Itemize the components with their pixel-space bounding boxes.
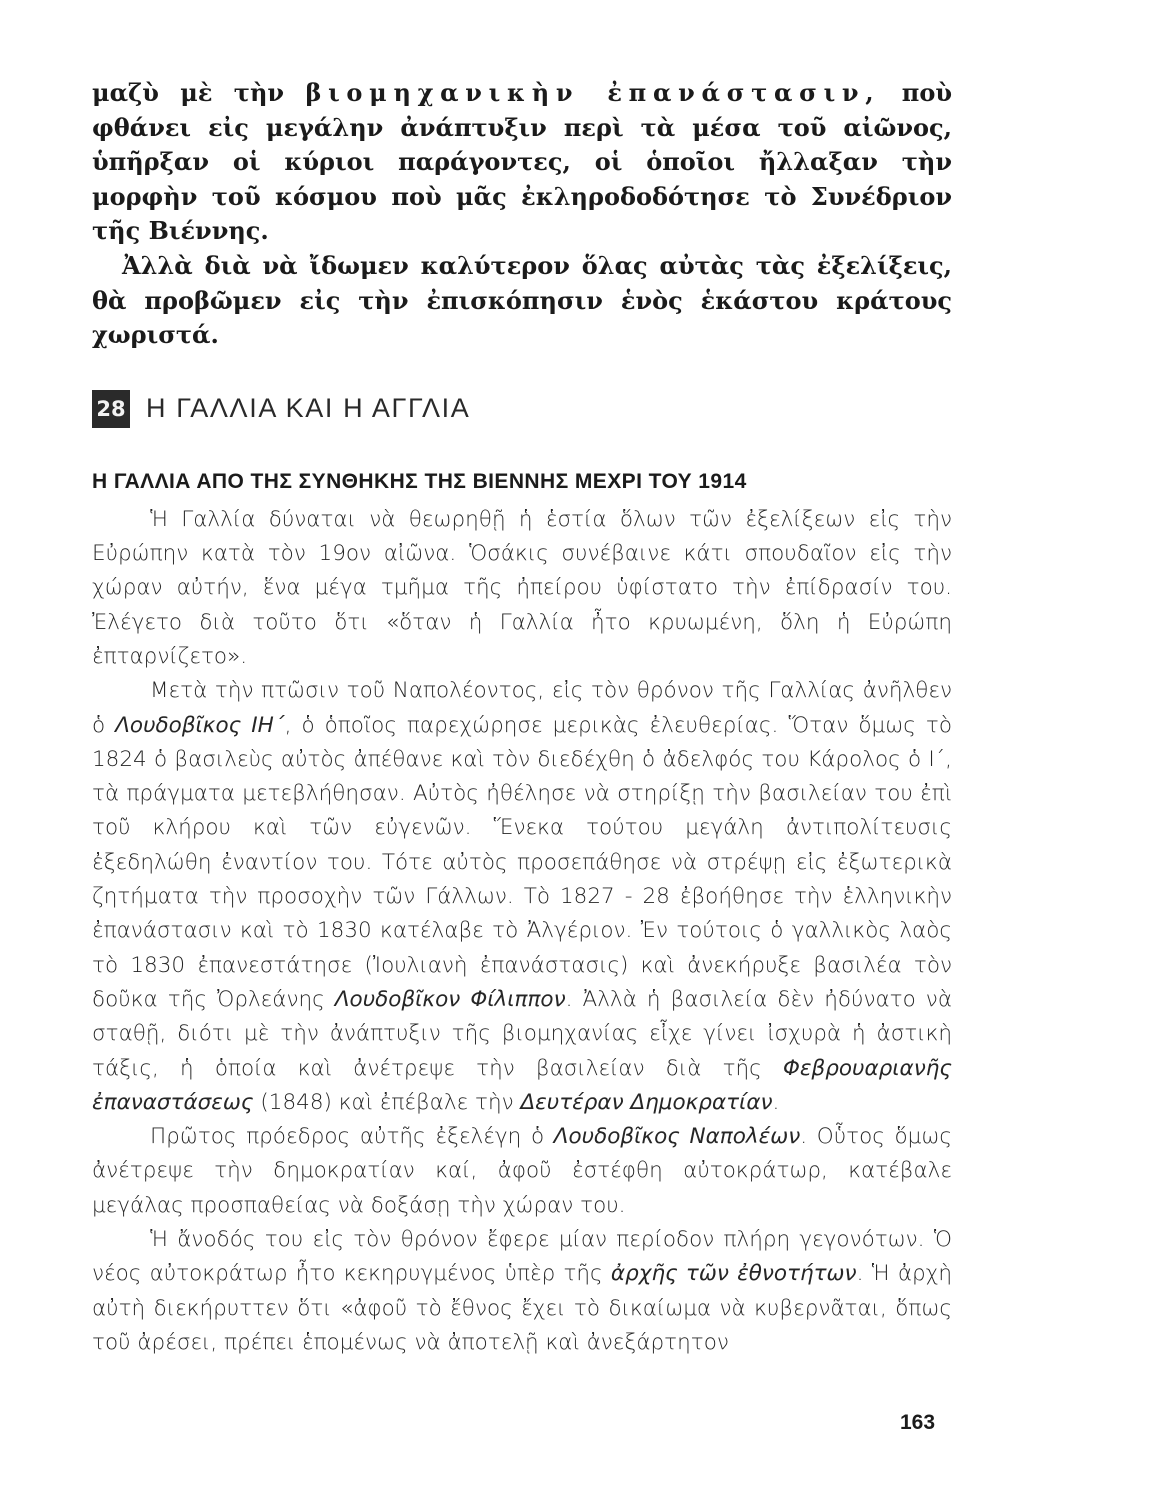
italic-term: Φεβρουαριανῆς ἐπαναστάσεως xyxy=(92,1055,952,1115)
italic-name: Λουδοβῖκον Φίλιππον xyxy=(334,986,566,1012)
page-number: 163 xyxy=(900,1411,936,1434)
body-paragraph-3: Πρῶτος πρόεδρος αὐτῆς ἐξελέγη ὁ Λουδοβῖκος Ναπολέων. Οὗτος ὅμως ἀνέτρεψε τὴν δημοκρατίαν καί, ἀφοῦ ἐστέφθη αὐτοκράτωρ, κατέβαλε μεγάλας προσπαθείας νὰ δοξάσῃ τὴν χώραν του. xyxy=(92,1124,952,1218)
intro-paragraph-1: μαζὺ μὲ τὴν βιομηχανικὴν ἐπανάστασιν, ποὺ φθάνει εἰς μεγάλην ἀνάπτυξιν περὶ τὰ μέσα τοῦ αἰῶνος, ὑπῆρξαν οἱ κύριοι παράγοντες, οἱ ὁποῖοι ἤλλαξαν τὴν μορφὴν τοῦ κόσμου ποὺ μᾶς ἐκληροδοδότησε τὸ Συνέδριον τῆς Βιέννης. xyxy=(92,78,952,246)
italic-term: ἀρχῆς τῶν ἐθνοτήτων xyxy=(610,1261,857,1287)
italic-term: Δευτέραν Δημοκρατίαν xyxy=(520,1089,773,1115)
body-paragraph-4: Ἡ ἄνοδός του εἰς τὸν θρόνον ἔφερε μίαν περίοδον πλήρη γεγονότων. Ὁ νέος αὐτοκράτωρ ἦτο κεκηρυγμένος ὑπὲρ τῆς ἀρχῆς τῶν ἐθνοτήτων. Ἡ ἀρχὴ αὐτὴ διεκήρυττεν ὅτι «ἀφοῦ τὸ ἔθνος ἔχει τὸ δικαίωμα νὰ κυβερνᾶται, ὅπως τοῦ ἀρέσει, πρέπει ἑπομένως νὰ ἀποτελῇ καὶ ἀνεξάρτητον xyxy=(92,1226,952,1355)
intro-text xyxy=(92,76,952,353)
intro-paragraph-2: Ἀλλὰ διὰ νὰ ἴδωμεν καλύτερον ὅλας αὐτὰς τὰς ἐξελίξεις, θὰ προβῶμεν εἰς τὴν ἐπισκόπησιν ἑνὸς ἑκάστου κράτους χωριστά. xyxy=(92,250,952,350)
emphasized-phrase: βιομηχανικὴν ἐπανάστασιν, xyxy=(305,78,881,107)
book-page xyxy=(92,76,952,1360)
italic-name: Λουδοβῖκος ΙΗ΄ xyxy=(115,712,285,738)
chapter-number-badge: 28 xyxy=(92,390,130,428)
section-heading: Η ΓΑΛΛΙΑ ΑΠΟ ΤΗΣ ΣΥΝΘΗΚΗΣ ΤΗΣ ΒΙΕΝΝΗΣ ΜΕΧΡΙ ΤΟΥ 1914 xyxy=(92,469,747,493)
chapter-title: Η ΓΑΛΛΙΑ ΚΑΙ Η ΑΓΓΛΙΑ xyxy=(146,393,471,424)
chapter-heading xyxy=(92,389,952,429)
italic-name: Λουδοβῖκος Ναπολέων xyxy=(553,1124,801,1150)
body-text xyxy=(92,503,952,1360)
body-paragraph-2: Μετὰ τὴν πτῶσιν τοῦ Ναπολέοντος, εἰς τὸν θρόνον τῆς Γαλλίας ἀνῆλθεν ὁ Λουδοβῖκος ΙΗ΄, ὁ ὁποῖος παρεχώρησε μερικὰς ἐλευθερίας. Ὅταν ὅμως τὸ 1824 ὁ βασιλεὺς αὐτὸς ἀπέθανε καὶ τὸν διεδέχθη ὁ ἀδελφός του Κάρολος ὁ Ι΄, τὰ πράγματα μετεβλήθησαν. Αὐτὸς ἠθέλησε νὰ στηρίξῃ τὴν βασιλείαν του ἐπὶ τοῦ κλήρου καὶ τῶν εὐγενῶν. Ἕνεκα τούτου μεγάλη ἀντιπολίτευσις ἐξεδηλώθη ἐναντίον του. Τότε αὐτὸς προσεπάθησε νὰ στρέψῃ εἰς ἐξωτερικὰ ζητήματα τὴν προσοχὴν τῶν Γάλλων. Τὸ 1827 - 28 ἐβοήθησε τὴν ἑλληνικὴν ἐπανάστασιν καὶ τὸ 1830 κατέλαβε τὸ Ἀλγέριον. Ἐν τούτοις ὁ γαλλικὸς λαὸς τὸ 1830 ἐπανεστάτησε (Ἰουλιανὴ ἐπανάστασις) καὶ ἀνεκήρυξε βασιλέα τὸν δοῦκα τῆς Ὀρλεάνης Λουδοβῖκον Φίλιππον. Ἀλλὰ ἡ βασιλεία δὲν ἠδύνατο νὰ σταθῇ, διότι μὲ τὴν ἀνάπτυξιν τῆς βιομηχανίας εἶχε γίνει ἰσχυρὰ ἡ ἀστικὴ τάξις, ἡ ὁποία καὶ ἀνέτρεψε τὴν βασιλείαν διὰ τῆς Φεβρουαριανῆς ἐπαναστάσεως (1848) καὶ ἐπέβαλε τὴν Δευτέραν Δημοκρατίαν. xyxy=(92,678,952,1115)
body-paragraph-1: Ἡ Γαλλία δύναται νὰ θεωρηθῇ ἡ ἑστία ὅλων τῶν ἐξελίξεων εἰς τὴν Εὐρώπην κατὰ τὸν 19ον αἰῶνα. Ὁσάκις συνέβαινε κάτι σπουδαῖον εἰς τὴν χώραν αὐτήν, ἕνα μέγα τμῆμα τῆς ἠπείρου ὑφίστατο τὴν ἐπίδρασίν του. Ἐλέγετο διὰ τοῦτο ὅτι «ὅταν ἡ Γαλλία ἦτο κρυωμένη, ὅλη ἡ Εὐρώπη ἐπταρνίζετο». xyxy=(92,506,952,669)
